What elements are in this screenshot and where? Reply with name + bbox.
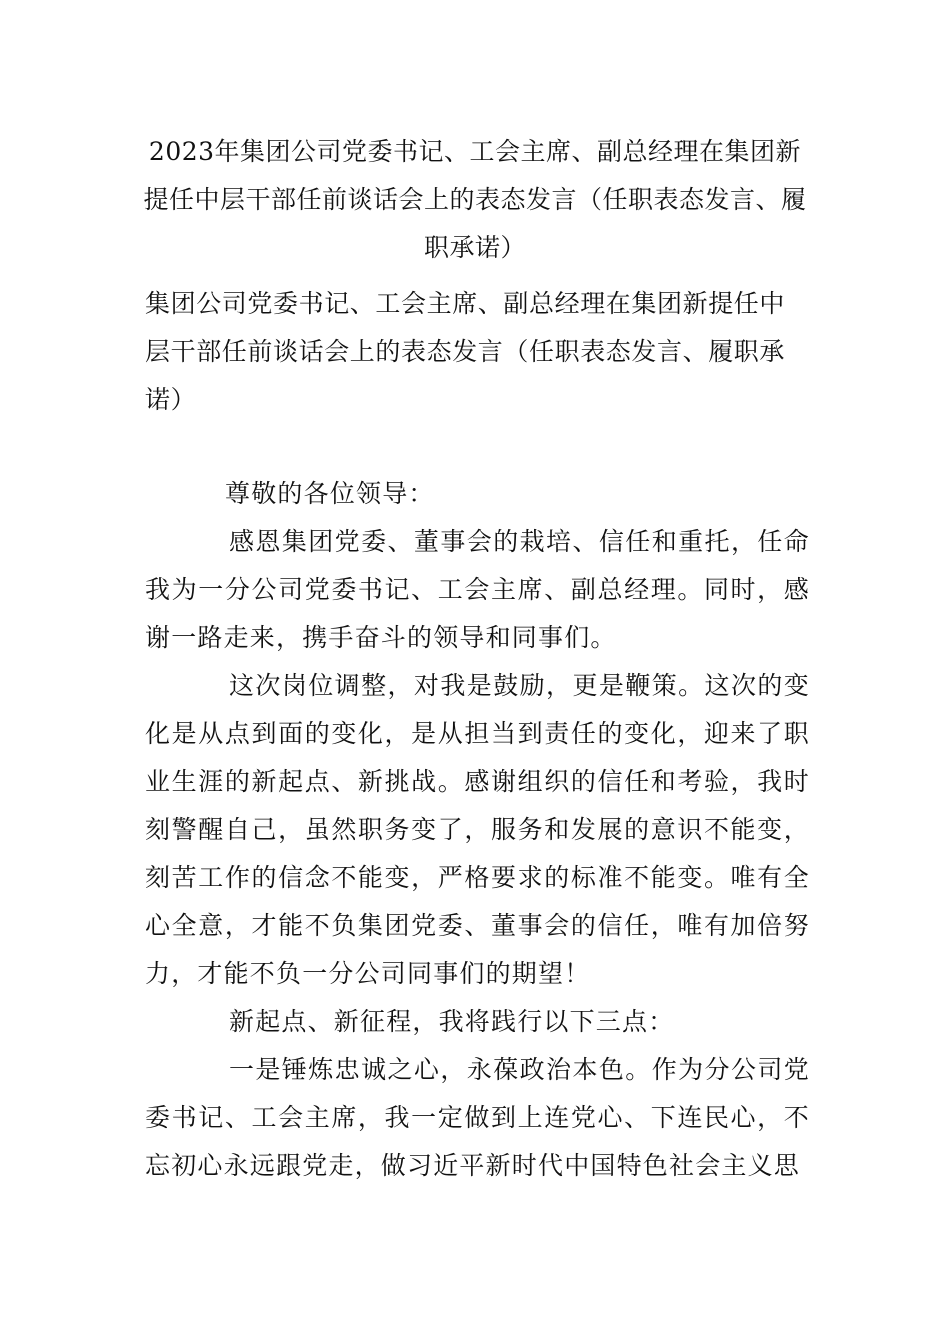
paragraph-adjustment: 这次岗位调整，对我是鼓励，更是鞭策。这次的变化是从点到面的变化，是从担当到责任的变化，迎来了职业生涯的新起点、新挑战。感谢组织的信任和考验，我时刻警醒自己，虽然职务变了，服务和发展的意识不能变，刻苦工作的信念不能变，严格要求的标准不能变。唯有全心全意，才能不负集团党委、董事会的信任，唯有加倍努力，才能不负一分公司同事们的期望！	[145, 671, 810, 988]
paragraph-gratitude: 感恩集团党委、董事会的栽培、信任和重托，任命我为一分公司党委书记、工会主席、副总经理。同时，感谢一路走来，携手奋斗的领导和同事们。	[145, 527, 810, 652]
document-body	[145, 470, 810, 1190]
paragraph-point-one: 一是锤炼忠诚之心，永葆政治本色。作为分公司党委书记、工会主席，我一定做到上连党心、下连民心，不忘初心永远跟党走，做习近平新时代中国特色社会主义思	[145, 1055, 810, 1180]
paragraph-three-points-intro: 新起点、新征程，我将践行以下三点：	[229, 1007, 675, 1036]
document-title: 2023年集团公司党委书记、工会主席、副总经理在集团新提任中层干部任前谈话会上的表态发言（任职表态发言、履职承诺）	[143, 137, 807, 262]
document-subtitle: 集团公司党委书记、工会主席、副总经理在集团新提任中层干部任前谈话会上的表态发言（任职表态发言、履职承诺）	[145, 289, 786, 414]
salutation: 尊敬的各位领导：	[225, 479, 435, 508]
